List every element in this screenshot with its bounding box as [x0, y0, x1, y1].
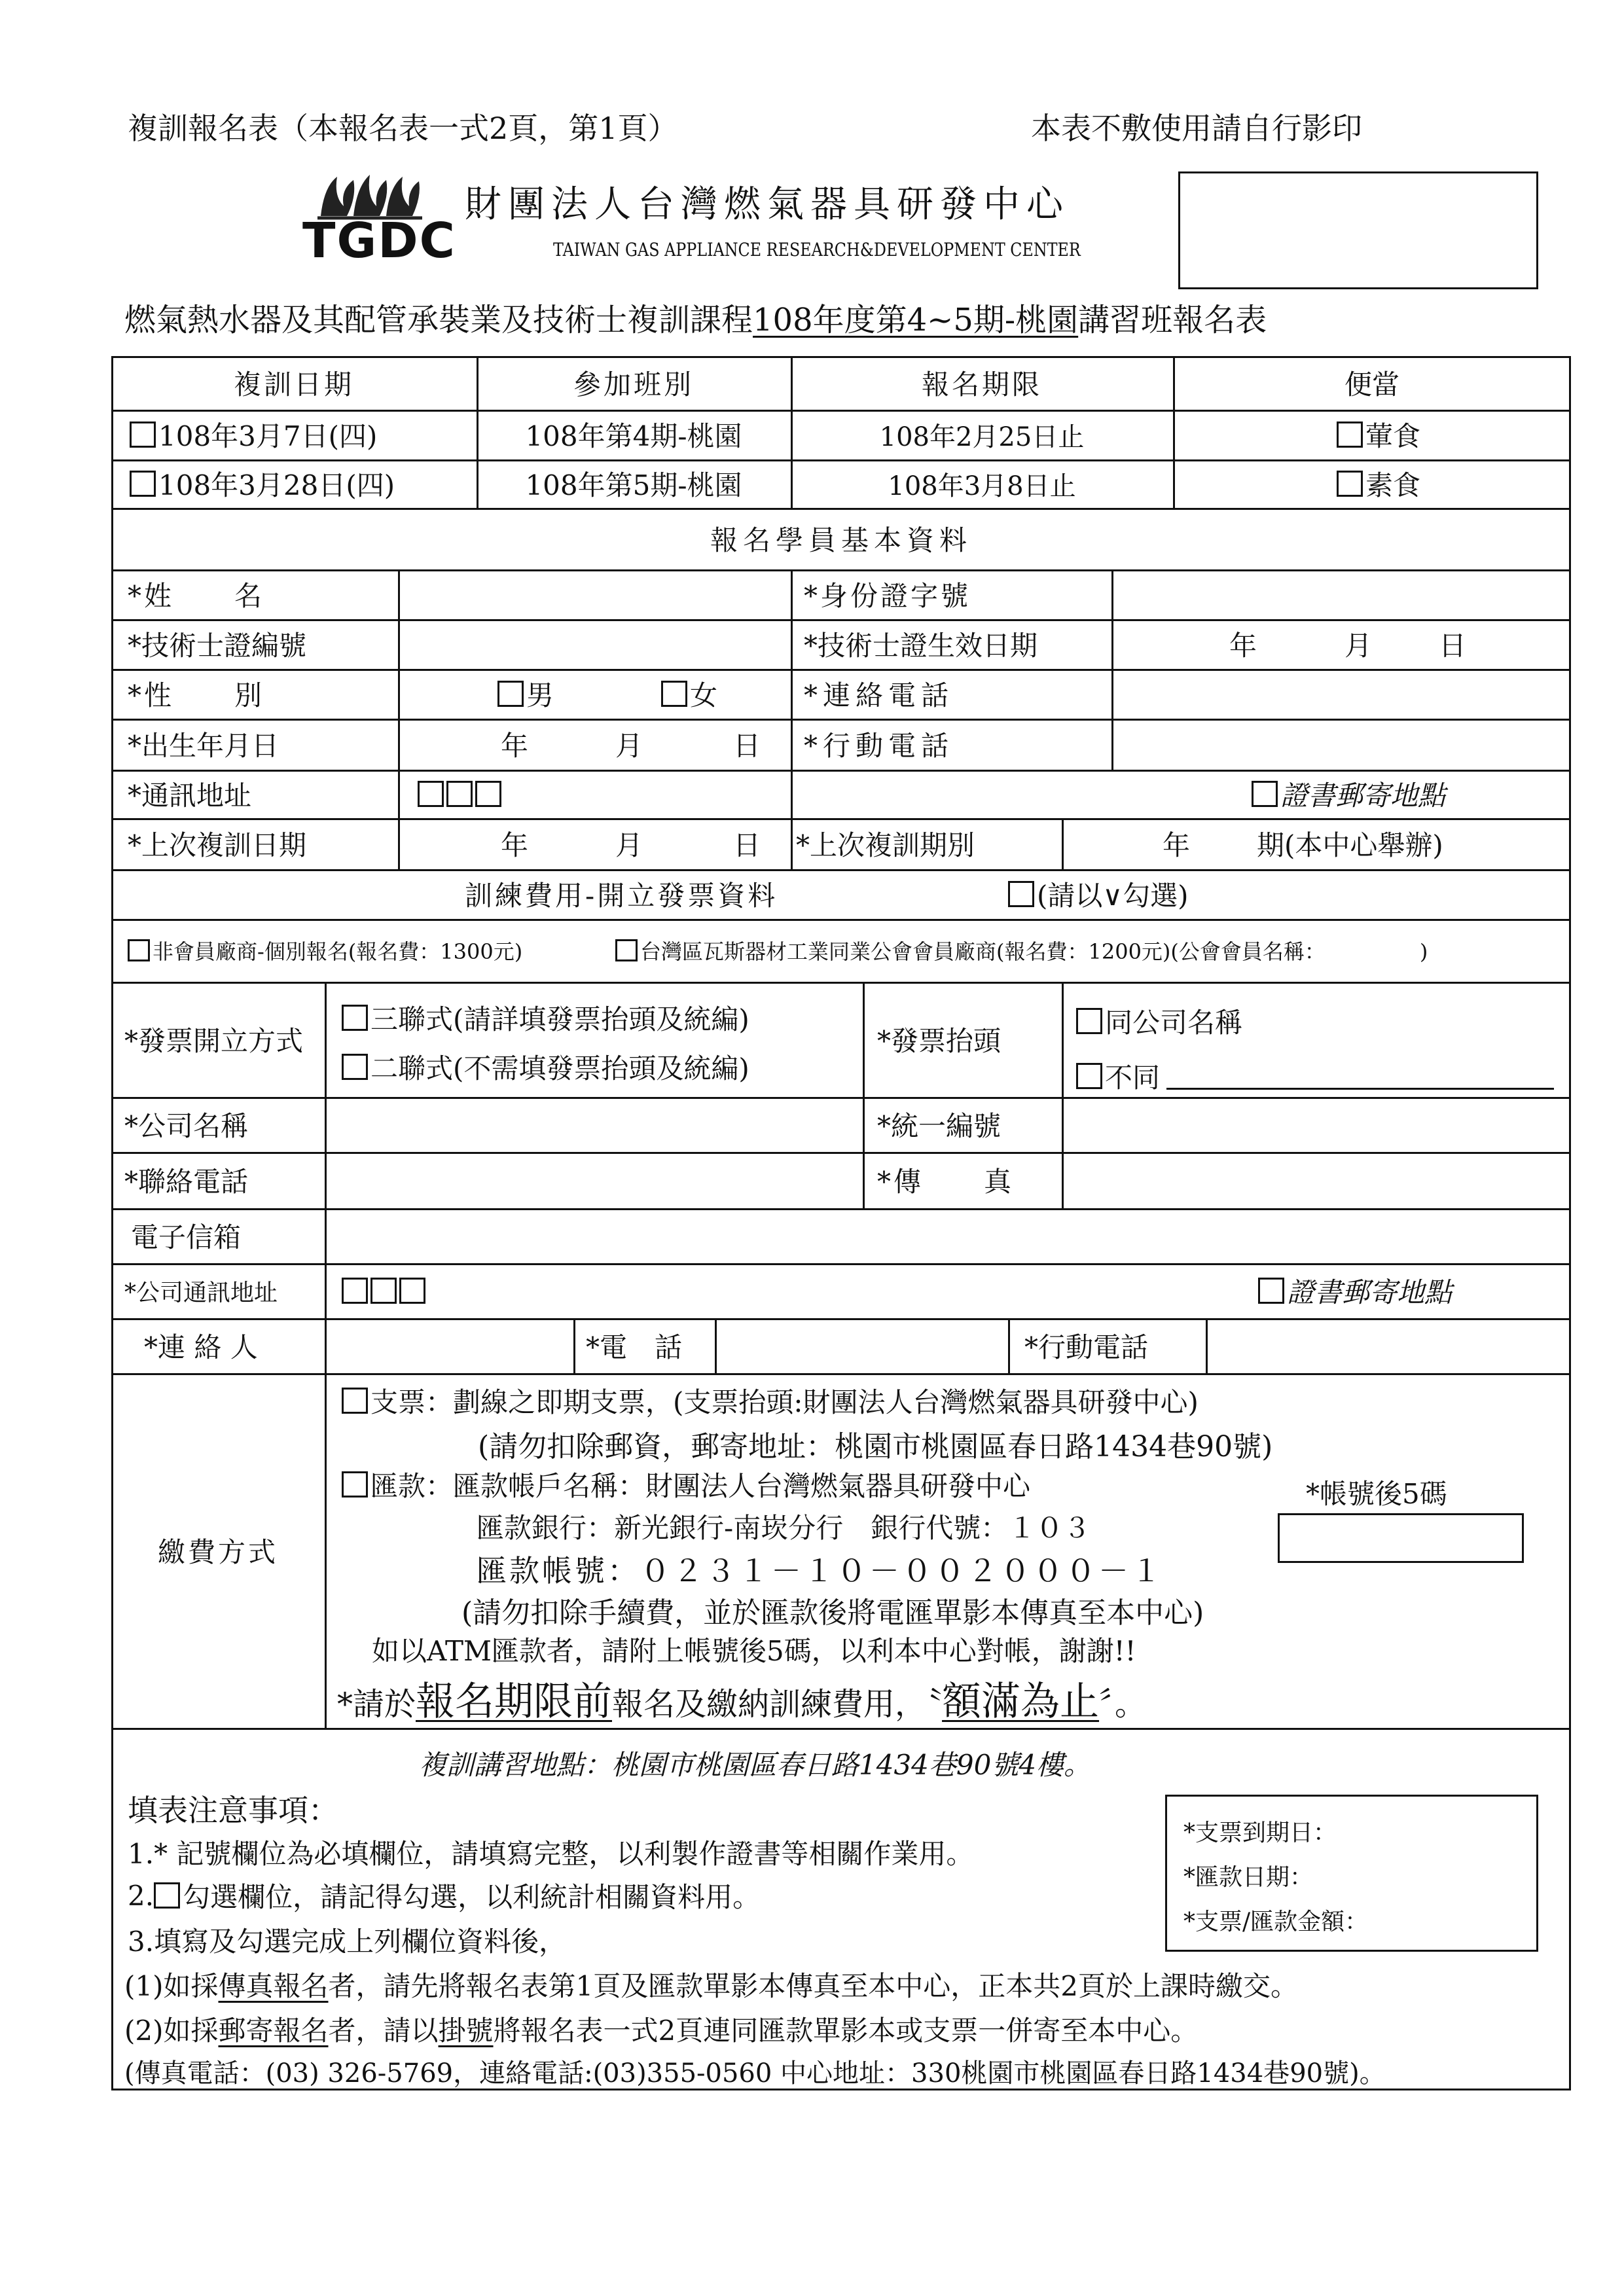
birth-day: 日 [733, 730, 761, 762]
company-mail-cert-option[interactable] [1258, 1263, 1452, 1318]
stamp-box [1178, 171, 1538, 289]
rule [791, 818, 793, 869]
label-last-period: *上次複訓期別 [796, 829, 975, 861]
deadline: 108年2月25日止 [879, 422, 1085, 452]
note-2-num: 2. [128, 1879, 154, 1912]
deadline: 108年3月8日止 [888, 471, 1076, 501]
student-section-title: 報名學員基本資料 [710, 524, 972, 556]
checkbox[interactable] [661, 681, 687, 707]
form-title: 複訓報名表（本報名表一式2頁，第1頁） [128, 111, 678, 146]
check-due-date: *支票到期日： [1183, 1820, 1337, 1846]
note-contact: (傳真電話：(03) 326-5769，連絡電話:(03)355-0560 中心地址：330桃園市桃園區春日路1434巷90號)。 [124, 2058, 1386, 2089]
same-company-label: 同公司名稱 [1105, 1007, 1243, 1039]
full-emphasis: 額滿為止 [942, 1679, 1100, 1725]
label-fax: *傳 真 [877, 1166, 1015, 1198]
label-tax-id: *統一編號 [877, 1110, 1001, 1142]
contact-phone-input[interactable] [327, 1154, 861, 1206]
mobile-input[interactable] [1113, 721, 1568, 768]
copy-note: 本表不敷使用請自行影印 [1031, 111, 1362, 146]
mail-cert-label: 證書郵寄地點 [1287, 1276, 1453, 1308]
pay-transfer-option[interactable] [342, 1465, 1030, 1504]
col-header-class: 參加班別 [573, 368, 694, 401]
checkbox[interactable] [1076, 1063, 1102, 1089]
female-label: 女 [690, 679, 718, 711]
check-line1: 支票：劃線之即期支票，(支票抬頭:財團法人台灣燃氣器具研發中心) [370, 1386, 1199, 1418]
gender-female[interactable] [661, 669, 717, 719]
payment-amount: *支票/匯款金額： [1183, 1909, 1369, 1935]
rule [325, 1373, 327, 1728]
meal-label: 素食 [1365, 469, 1421, 501]
class-name: 108年第4期-桃園 [525, 420, 742, 452]
checkbox[interactable] [1337, 422, 1363, 448]
checkbox[interactable] [615, 939, 638, 961]
date-label: 108年3月7日(四) [158, 420, 378, 452]
invoice-duplicate[interactable] [342, 1047, 749, 1086]
label-mobile2: *行動電話 [1024, 1331, 1149, 1363]
rule [111, 982, 1571, 984]
meal-label: 葷食 [1365, 420, 1421, 452]
note-fax: (1)如採傳真報名者，請先將報名表第1頁及匯款單影本傳真至本中心，正本共2頁於上課時繳交。 [124, 1970, 1298, 2002]
fee-note: (請勿扣除手續費，並於匯款後將電匯單影本傳真至本中心) [461, 1596, 1204, 1630]
rule [863, 982, 865, 1208]
fee-member-label: 台灣區瓦斯器材工業同業公會會員廠商(報名費：1200元)(公會會員名稱： ) [640, 939, 1428, 964]
invoice-section-title: 訓練費用-開立發票資料 [465, 880, 778, 912]
checkbox[interactable] [497, 681, 524, 707]
contact-person-input[interactable] [327, 1320, 571, 1371]
rule [573, 1318, 575, 1373]
label-address: *通訊地址 [128, 780, 252, 812]
check-line2: (請勿扣除郵資，郵寄地址：桃園市桃園區春日路1434巷90號) [478, 1430, 1273, 1463]
cert-no-input[interactable] [400, 621, 789, 667]
deadline-note [337, 1670, 1146, 1727]
class-name: 108年第5期-桃園 [525, 469, 742, 501]
note-mail: (2)如採郵寄報名者，請以掛號將報名表一式2頁連同匯款單影本或支票一併寄至本中心。 [124, 2015, 1199, 2047]
company-name-input[interactable] [327, 1099, 861, 1150]
birth-month: 月 [615, 730, 643, 762]
label-email: 電子信箱 [131, 1221, 242, 1253]
birth-year: 年 [501, 730, 529, 762]
label-payment: 繳費方式 [157, 1536, 278, 1568]
phone-input[interactable] [1113, 671, 1568, 717]
different-underline[interactable] [1166, 1088, 1554, 1090]
label-id: *身份證字號 [804, 580, 971, 612]
checkbox[interactable] [1258, 1278, 1284, 1304]
invoice-triplicate[interactable] [342, 998, 749, 1037]
pay-check-option[interactable] [342, 1381, 1199, 1420]
rule [1008, 1318, 1010, 1373]
deadline-pre: *請於 [337, 1686, 416, 1723]
different-label: 不同 [1105, 1062, 1161, 1094]
course-prefix: 燃氣熱水器及其配管承裝業及技術士複訓課程 [124, 302, 753, 338]
col-header-deadline: 報名期限 [921, 368, 1042, 401]
course-suffix: 講習班報名表 [1078, 302, 1267, 338]
checkbox[interactable] [1337, 471, 1363, 497]
training-location: 複訓講習地點：桃園市桃園區春日路1434巷90號4樓。 [419, 1749, 1092, 1781]
title-same[interactable] [1076, 1001, 1242, 1041]
last-period-suffix: 期(本中心舉辦) [1257, 829, 1443, 861]
course-title [124, 295, 1267, 340]
date-label: 108年3月28日(四) [158, 469, 395, 501]
checkbox[interactable] [342, 1388, 368, 1414]
mobile2-input[interactable] [1208, 1320, 1568, 1371]
label-cert-no: *技術士證編號 [128, 630, 307, 662]
last5-input[interactable] [1278, 1513, 1524, 1563]
checkbox[interactable] [130, 471, 156, 497]
last-period-year: 年 [1163, 829, 1191, 861]
atm-note: 如以ATM匯款者，請附上帳號後5碼，以利本中心對帳，謝謝!! [372, 1635, 1136, 1667]
label-tel: *電 話 [586, 1331, 683, 1363]
checkbox[interactable] [1008, 881, 1034, 907]
triplicate-label: 三聯式(請詳填發票抬頭及統編) [370, 1003, 749, 1035]
email-input[interactable] [327, 1210, 1568, 1261]
zip-box[interactable] [370, 1278, 397, 1304]
invoice-hint: (請以∨勾選) [1037, 880, 1189, 912]
checkbox[interactable] [128, 939, 150, 961]
label-company-address: *公司通訊地址 [124, 1279, 278, 1306]
tax-id-input[interactable] [1064, 1099, 1568, 1150]
checkbox[interactable] [342, 1005, 368, 1031]
title-different[interactable] [1076, 1056, 1160, 1096]
rule [1062, 818, 1064, 869]
fee-individual[interactable] [128, 919, 522, 982]
rule [791, 569, 793, 819]
course-period: 108年度第4~5期-桃園 [753, 302, 1079, 338]
last5-label: *帳號後5碼 [1306, 1478, 1447, 1510]
bank-line: 匯款銀行：新光銀行-南崁分行 銀行代號：１０３ [477, 1512, 1091, 1544]
cert-year: 年 [1229, 630, 1257, 662]
gender-male[interactable] [497, 669, 554, 719]
label-company-name: *公司名稱 [124, 1110, 249, 1142]
zip-box[interactable] [342, 1278, 368, 1304]
notes-title: 填表注意事項： [128, 1793, 338, 1828]
invoice-checkbox[interactable] [1008, 869, 1189, 919]
zip-boxes[interactable] [418, 770, 504, 818]
checkbox[interactable] [130, 422, 156, 448]
label-cert-date: *技術士證生效日期 [804, 630, 1038, 662]
zip-box[interactable] [399, 1278, 425, 1304]
cert-day: 日 [1439, 630, 1467, 662]
label-invoice-title: *發票抬頭 [877, 1025, 1001, 1057]
label-name: *姓 名 [128, 580, 265, 612]
last-day: 日 [733, 829, 761, 861]
label-mobile: *行動電話 [804, 730, 954, 762]
date-option-1[interactable] [130, 410, 377, 459]
zip-box[interactable] [475, 781, 501, 807]
mail-cert-label: 證書郵寄地點 [1280, 780, 1446, 812]
note-2-text: 勾選欄位，請記得勾選，以利統計相關資料用。 [183, 1881, 761, 1913]
meal-option-veg[interactable] [1337, 459, 1420, 508]
name-input[interactable] [400, 571, 789, 617]
label-last-date: *上次複訓日期 [128, 829, 307, 861]
col-header-meal: 便當 [1344, 368, 1399, 401]
meal-option-meat[interactable] [1337, 410, 1420, 459]
deadline-emphasis: 報名期限前 [416, 1679, 613, 1725]
rule [111, 1373, 1571, 1375]
note-1: 1.* 記號欄位為必填欄位，請填寫完整，以利製作證書等相關作業用。 [128, 1838, 974, 1870]
transfer-date: *匯款日期： [1183, 1864, 1314, 1891]
fax-input[interactable] [1064, 1154, 1568, 1206]
checkbox-sample [154, 1882, 180, 1909]
tel-input[interactable] [717, 1320, 1006, 1371]
id-input[interactable] [1113, 571, 1568, 617]
org-name-en: TAIWAN GAS APPLIANCE RESEARCH&DEVELOPMENT CENTER [553, 239, 1081, 260]
last-year: 年 [501, 829, 529, 861]
male-label: 男 [526, 679, 554, 711]
zip-box[interactable] [446, 781, 473, 807]
label-gender: *性 別 [128, 679, 265, 711]
rule [111, 1728, 1571, 1730]
label-birth: *出生年月日 [128, 730, 280, 762]
duplicate-label: 二聯式(不需填發票抬頭及統編) [370, 1052, 749, 1085]
transfer-line1: 匯款：匯款帳戶名稱：財團法人台灣燃氣器具研發中心 [370, 1470, 1031, 1502]
note-3: 3.填寫及勾選完成上列欄位資料後， [128, 1926, 567, 1958]
note-2 [128, 1876, 760, 1915]
label-contact-phone: *聯絡電話 [124, 1166, 249, 1198]
mail-cert-option[interactable] [1252, 770, 1445, 818]
company-zip-boxes[interactable] [342, 1263, 428, 1318]
account-line: 匯款帳號：０２３１－１０－００２０００－１ [477, 1553, 1164, 1588]
fee-member[interactable] [615, 919, 1428, 982]
checkbox[interactable] [1076, 1008, 1102, 1034]
date-option-2[interactable] [130, 459, 395, 508]
checkbox[interactable] [1252, 781, 1278, 807]
logo-text: TGDC [302, 213, 456, 269]
last-month: 月 [615, 829, 643, 861]
deadline-end: 〞。 [1099, 1686, 1147, 1723]
fee-individual-label: 非會員廠商-個別報名(報名費：1300元) [153, 939, 523, 964]
label-phone: *連絡電話 [804, 679, 954, 711]
cert-month: 月 [1344, 630, 1373, 662]
label-contact-person: *連 絡 人 [144, 1331, 258, 1363]
rule [111, 869, 1571, 871]
org-name: 財團法人台灣燃氣器具研發中心 [465, 183, 1070, 226]
label-invoice-method: *發票開立方式 [124, 1025, 304, 1057]
col-header-date: 複訓日期 [233, 368, 354, 401]
checkbox[interactable] [342, 1471, 368, 1498]
deadline-mid: 報名及繳納訓練費用，〝 [612, 1686, 943, 1723]
zip-box[interactable] [418, 781, 444, 807]
checkbox[interactable] [342, 1054, 368, 1080]
